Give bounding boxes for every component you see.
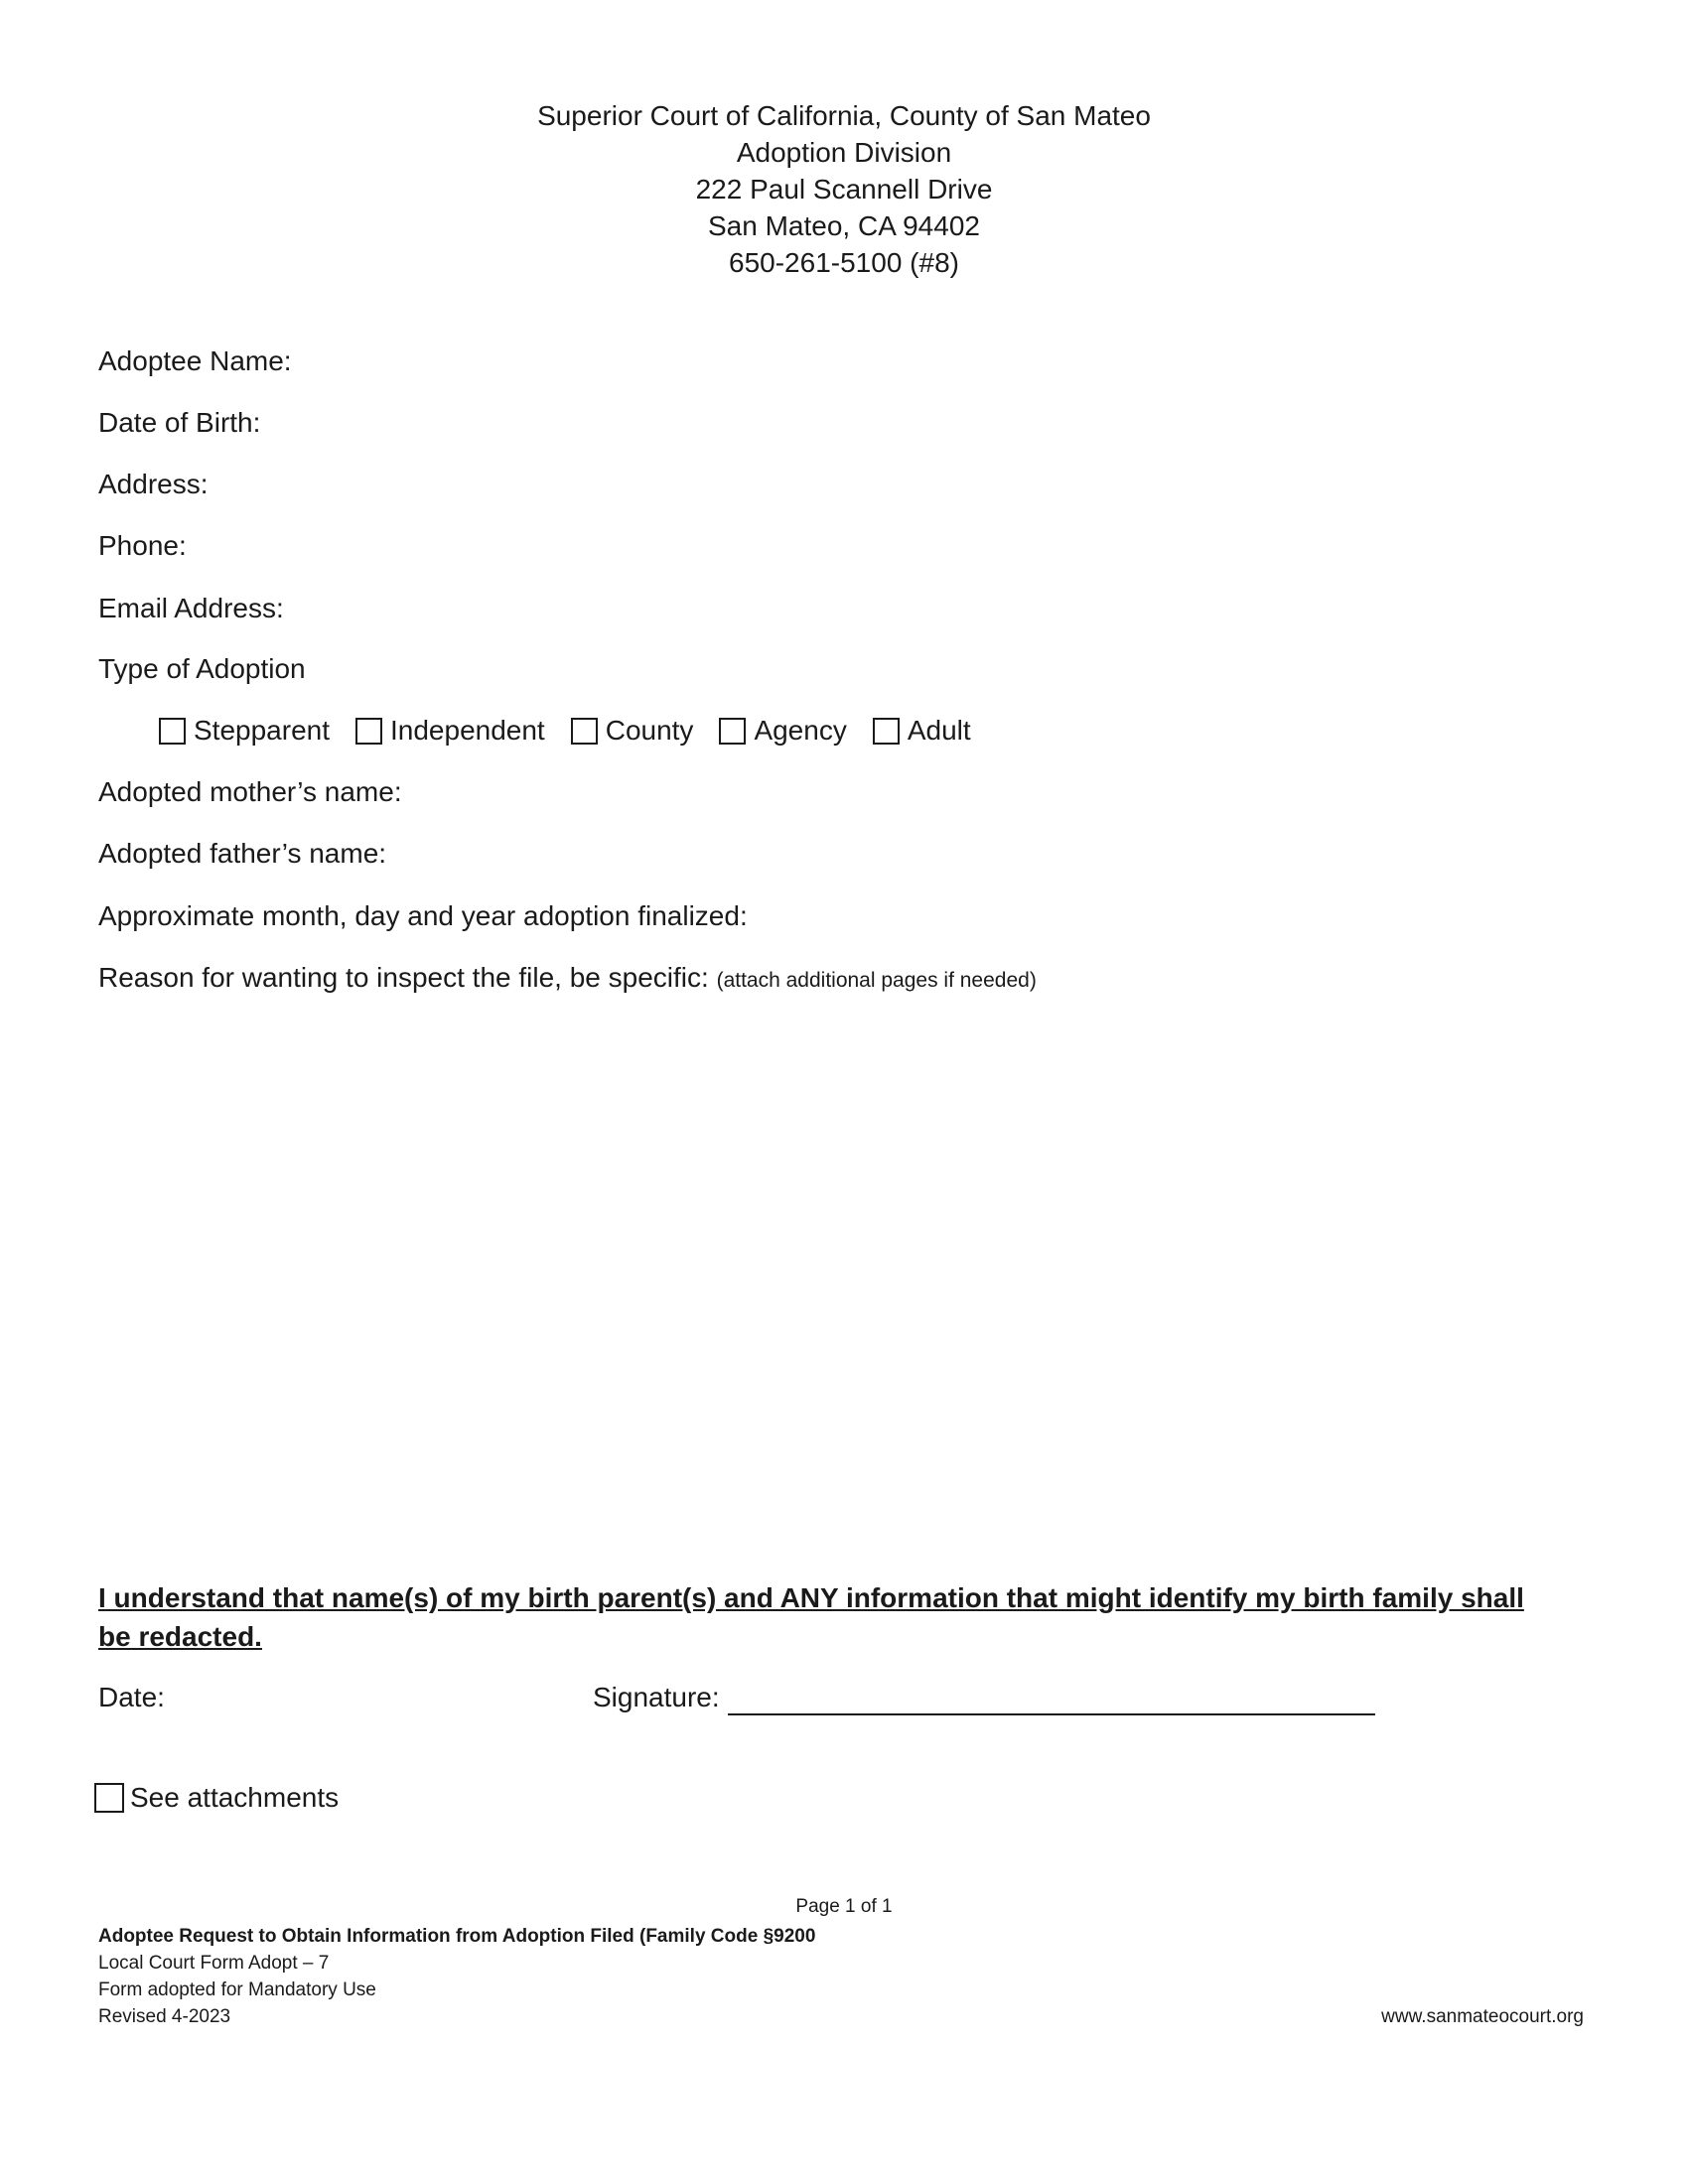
checkbox-box-icon[interactable] <box>94 1783 124 1813</box>
acknowledgement-statement: I understand that name(s) of my birth parent(s) and ANY information that might identify my birth family shall be redacted. <box>98 1582 1524 1652</box>
checkbox-label: Adult <box>907 715 971 746</box>
form-id: Local Court Form Adopt – 7 <box>98 1953 330 1974</box>
court-phone: 650-261-5100 (#8) <box>729 247 959 278</box>
checkbox-label: Agency <box>754 715 847 746</box>
court-name: Superior Court of California, County of San Mateo <box>537 100 1151 131</box>
checkbox-box-icon[interactable] <box>159 718 186 745</box>
signature-line[interactable] <box>728 1713 1375 1715</box>
form-footer <box>98 1923 815 2030</box>
checkbox-county[interactable] <box>571 715 694 747</box>
date-of-birth-field[interactable]: Date of Birth: <box>98 407 261 438</box>
reason-label: Reason for wanting to inspect the file, be specific: <box>98 962 709 993</box>
revision-date: Revised 4-2023 <box>98 2006 231 2027</box>
reason-field[interactable] <box>98 961 1037 998</box>
court-header <box>0 97 1688 281</box>
phone-field[interactable]: Phone: <box>98 530 187 561</box>
checkbox-stepparent[interactable] <box>159 715 330 747</box>
adoptee-name-field[interactable]: Adoptee Name: <box>98 345 292 376</box>
form-title: Adoptee Request to Obtain Information from Adoption Filed (Family Code §9200 <box>98 1926 816 1947</box>
finalized-date-field[interactable]: Approximate month, day and year adoption finalized: <box>98 900 748 931</box>
checkbox-label: County <box>605 715 694 746</box>
mandatory-use-note: Form adopted for Mandatory Use <box>98 1979 376 2000</box>
checkbox-box-icon[interactable] <box>355 718 382 745</box>
see-attachments-checkbox[interactable] <box>94 1782 339 1814</box>
division-name: Adoption Division <box>736 137 952 168</box>
checkbox-independent[interactable] <box>355 715 545 747</box>
email-field[interactable]: Email Address: <box>98 593 284 623</box>
checkbox-agency[interactable] <box>719 715 846 747</box>
adoption-type-checkboxes <box>159 713 997 749</box>
court-website-link[interactable]: www.sanmateocourt.org <box>1381 2006 1584 2027</box>
mother-name-field[interactable]: Adopted mother’s name: <box>98 776 402 807</box>
checkbox-label: Stepparent <box>194 715 330 746</box>
address-field[interactable]: Address: <box>98 469 209 499</box>
reason-note: (attach additional pages if needed) <box>716 969 1037 992</box>
type-of-adoption-label: Type of Adoption <box>98 653 306 684</box>
father-name-field[interactable]: Adopted father’s name: <box>98 838 387 869</box>
court-city: San Mateo, CA 94402 <box>708 210 980 241</box>
checkbox-adult[interactable] <box>873 715 971 747</box>
checkbox-box-icon[interactable] <box>571 718 598 745</box>
checkbox-box-icon[interactable] <box>873 718 900 745</box>
checkbox-label: Independent <box>390 715 545 746</box>
date-field[interactable]: Date: <box>98 1682 165 1712</box>
signature-label: Signature: <box>593 1682 720 1712</box>
checkbox-box-icon[interactable] <box>719 718 746 745</box>
see-attachments-label: See attachments <box>130 1782 340 1813</box>
court-street: 222 Paul Scannell Drive <box>695 174 993 205</box>
page-number: Page 1 of 1 <box>795 1896 893 1917</box>
